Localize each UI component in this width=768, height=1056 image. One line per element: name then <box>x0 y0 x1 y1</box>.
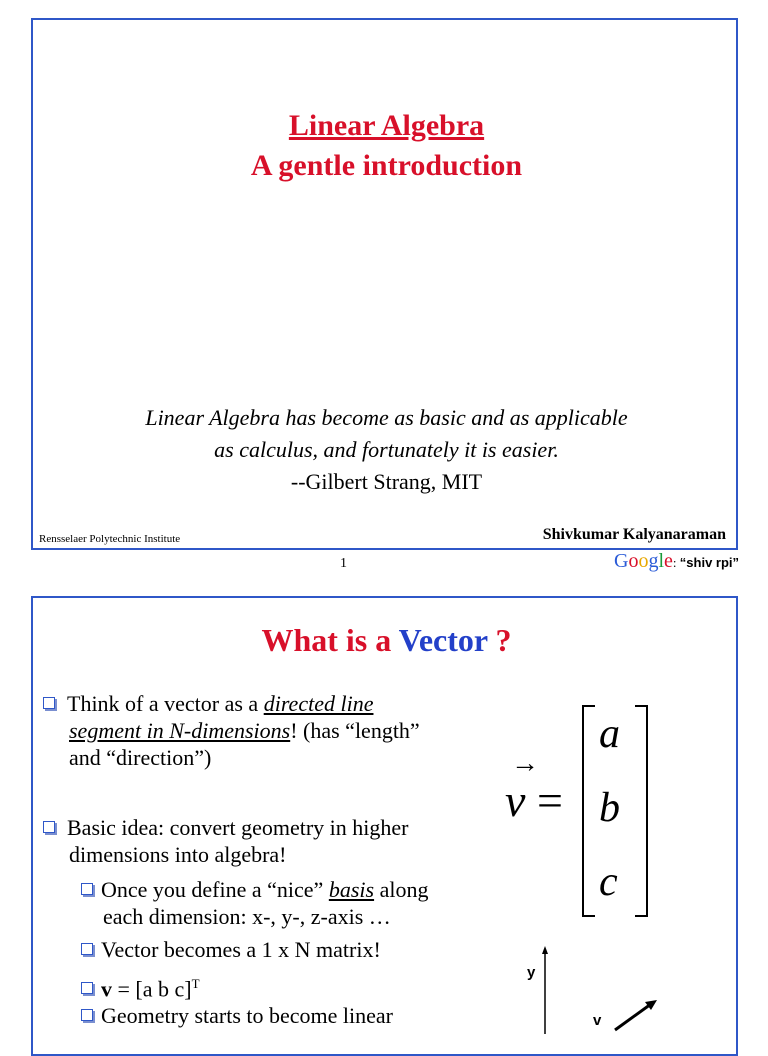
bullet-vector-definition: Think of a vector as a directed line segment in N-dimensions! (has “length” and “direction”) <box>43 690 503 771</box>
matrix-entry-a: a <box>599 711 620 757</box>
y-axis-arrowhead <box>542 946 548 954</box>
quote-line1: Linear Algebra has become as basic and as applicable <box>145 405 628 430</box>
bullet-basic-idea: Basic idea: convert geometry in higher dimensions into algebra! <box>43 814 503 868</box>
google-logo: Google <box>614 550 673 572</box>
quote-attribution: --Gilbert Strang, MIT <box>290 469 483 494</box>
bullet-box-icon <box>81 1009 93 1021</box>
slide-2 <box>31 596 738 1056</box>
equation-lhs: v <box>505 775 526 826</box>
google-search-hint: Google: “shiv rpi” <box>614 550 740 572</box>
vector-label-v: v <box>593 1012 602 1029</box>
page-number: 1 <box>340 556 347 571</box>
slide-title-line1: Linear Algebra <box>288 109 485 142</box>
axis-label-y: y <box>527 964 536 981</box>
equation-equals: = <box>537 775 563 826</box>
bullet-box-icon <box>81 883 93 895</box>
quote-line2: as calculus, and fortunately it is easier. <box>214 437 559 462</box>
bullet-box-icon <box>81 943 93 955</box>
subbullet-basis: Once you define a “nice” basis along each dimension: x-, y-, z-axis … <box>81 876 501 930</box>
subbullet-geometry: Geometry starts to become linear <box>81 1002 501 1029</box>
subbullet-matrix: Vector becomes a 1 x N matrix! <box>81 936 501 963</box>
search-term: “shiv rpi” <box>679 555 740 570</box>
footer-institution: Rensselaer Polytechnic Institute <box>39 533 181 545</box>
matrix-entry-b: b <box>599 785 620 831</box>
slide-title-line2: A gentle introduction <box>250 149 523 182</box>
bullet-box-icon <box>43 697 55 709</box>
bullet-box-icon <box>81 982 93 994</box>
matrix-entry-c: c <box>599 859 618 905</box>
slide2-title: What is a Vector ? <box>261 622 512 658</box>
footer-author: Shivkumar Kalyanaraman <box>542 526 726 543</box>
bullet-box-icon <box>43 821 55 833</box>
vector-line <box>615 1004 651 1030</box>
slide-1 <box>31 18 738 550</box>
vector-arrow-icon: → <box>511 748 539 779</box>
subbullet-v-transpose: v = [a b c]$^T$ <box>81 970 501 1002</box>
